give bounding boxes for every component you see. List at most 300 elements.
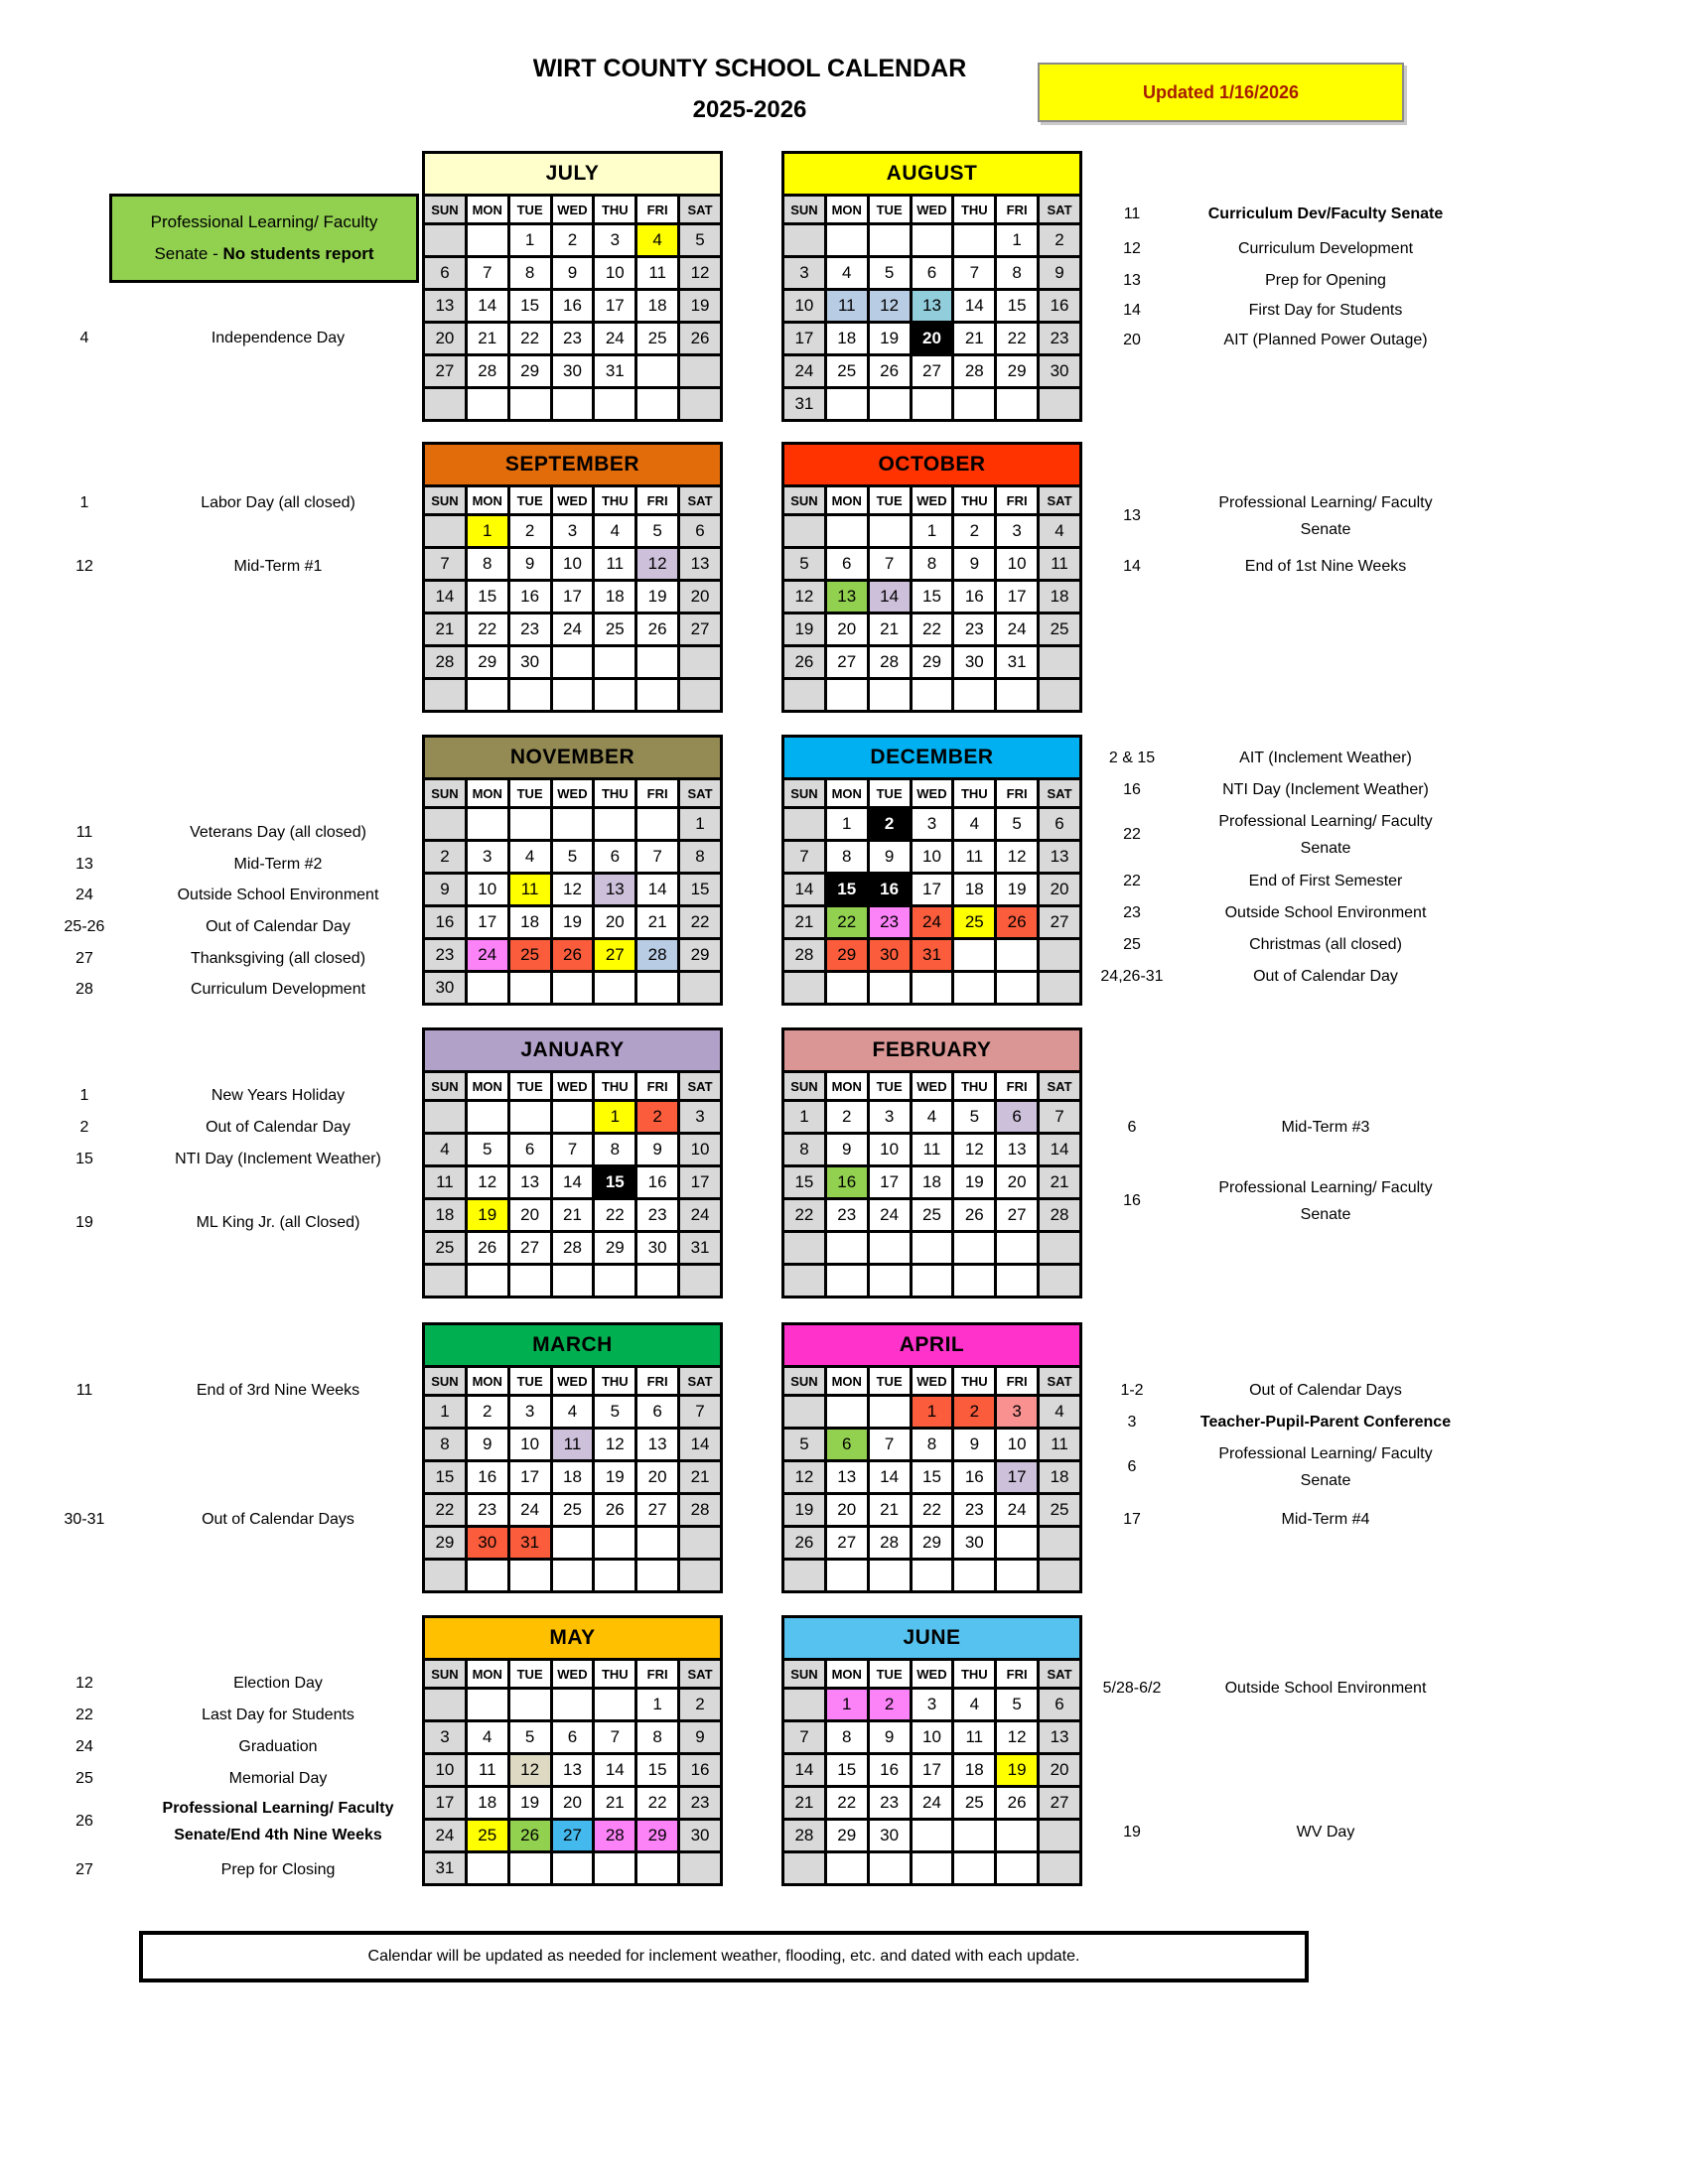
day-cell: 28 [679, 1494, 722, 1527]
day-cell [1039, 679, 1081, 712]
day-cell [679, 355, 722, 388]
day-cell: 26 [508, 1820, 551, 1852]
annotation-label [129, 1506, 427, 1533]
day-cell: 31 [424, 1852, 467, 1885]
day-cell: 26 [636, 614, 679, 646]
annotation-label [129, 1856, 427, 1883]
day-cell: 2 [551, 224, 594, 257]
day-cell: 3 [466, 841, 508, 874]
calendar-january [422, 1027, 723, 1298]
day-cell: 30 [424, 972, 467, 1005]
day-header: TUE [868, 486, 911, 515]
day-cell: 16 [868, 1754, 911, 1787]
day-cell: 7 [551, 1134, 594, 1166]
day-cell: 29 [911, 1527, 953, 1560]
day-cell [868, 1232, 911, 1265]
day-cell: 25 [508, 939, 551, 972]
day-cell: 19 [466, 1199, 508, 1232]
day-cell: 16 [636, 1166, 679, 1199]
annotation-label-line: Curriculum Dev/Faculty Senate [1207, 205, 1444, 222]
annotation-label-line: Thanksgiving (all closed) [190, 950, 366, 967]
day-cell: 7 [636, 841, 679, 874]
day-cell: 12 [636, 548, 679, 581]
day-cell: 3 [996, 1396, 1039, 1429]
day-header: FRI [636, 1660, 679, 1689]
day-cell: 5 [783, 1429, 826, 1461]
day-cell: 6 [825, 548, 868, 581]
annotation-day: 14 [1123, 557, 1141, 575]
day-cell: 20 [679, 581, 722, 614]
day-cell [868, 1852, 911, 1885]
annotation-day: 1 [79, 493, 89, 511]
annotation-day: 6 [1127, 1118, 1137, 1136]
annotation-left [40, 1733, 427, 1760]
day-header: SAT [1039, 486, 1081, 515]
day-cell: 18 [508, 906, 551, 939]
day-cell: 25 [911, 1199, 953, 1232]
day-cell: 14 [466, 290, 508, 323]
callout-line1: Professional Learning/ Faculty [150, 211, 378, 231]
annotation-day: 17 [1123, 1510, 1141, 1528]
day-cell [868, 388, 911, 421]
day-cell: 15 [825, 874, 868, 906]
day-cell: 31 [679, 1232, 722, 1265]
day-cell: 11 [1039, 1429, 1081, 1461]
annotation-label [1177, 745, 1475, 771]
day-cell: 24 [551, 614, 594, 646]
annotation-day: 1 [79, 1086, 89, 1104]
annotation-label [1177, 1174, 1475, 1228]
annotation-day: 11 [75, 1381, 93, 1399]
annotation-left [40, 1377, 427, 1404]
day-cell: 25 [424, 1232, 467, 1265]
day-header: SUN [783, 486, 826, 515]
annotation-left [40, 1506, 427, 1533]
day-cell: 16 [868, 874, 911, 906]
day-cell: 15 [996, 290, 1039, 323]
day-cell [783, 679, 826, 712]
day-cell [953, 1852, 996, 1885]
day-cell: 25 [953, 1787, 996, 1820]
annotation-day: 20 [1123, 331, 1141, 348]
annotation-label [1177, 297, 1475, 324]
annotation-label [129, 1082, 427, 1109]
day-cell [466, 808, 508, 841]
day-cell [911, 1852, 953, 1885]
day-cell: 11 [1039, 548, 1081, 581]
day-header: FRI [996, 196, 1039, 224]
annotation-label [1177, 235, 1475, 262]
day-cell [825, 1560, 868, 1592]
day-cell: 10 [594, 257, 636, 290]
annotation-label [1177, 489, 1475, 543]
day-cell: 21 [679, 1461, 722, 1494]
annotation-day: 22 [1123, 826, 1141, 843]
annotation-right [1087, 297, 1475, 324]
annotation-label-line: Senate [1300, 840, 1351, 857]
annotation-label [129, 553, 427, 580]
annotation-label-line: Senate/End 4th Nine Weeks [174, 1827, 382, 1843]
day-cell: 5 [508, 1721, 551, 1754]
month-row-3 [0, 735, 1688, 1027]
day-cell: 18 [825, 323, 868, 355]
day-cell [594, 679, 636, 712]
day-cell [996, 1527, 1039, 1560]
day-header: WED [911, 1367, 953, 1396]
day-cell: 29 [679, 939, 722, 972]
annotation-label [129, 1146, 427, 1172]
day-cell: 18 [466, 1787, 508, 1820]
day-cell: 11 [953, 1721, 996, 1754]
day-cell: 13 [1039, 1721, 1081, 1754]
day-cell [1039, 1527, 1081, 1560]
day-cell: 8 [911, 1429, 953, 1461]
day-cell [953, 679, 996, 712]
day-header: TUE [508, 1367, 551, 1396]
annotation-left [40, 1795, 427, 1848]
day-cell: 22 [911, 1494, 953, 1527]
day-cell: 31 [996, 646, 1039, 679]
day-cell: 14 [868, 1461, 911, 1494]
day-header: WED [551, 779, 594, 808]
day-cell [911, 388, 953, 421]
day-header: THU [953, 1072, 996, 1101]
annotation-day: 2 [79, 1118, 89, 1136]
day-cell: 30 [953, 1527, 996, 1560]
day-cell [679, 646, 722, 679]
day-header: SUN [424, 1660, 467, 1689]
annotation-right [1087, 868, 1475, 894]
day-cell [636, 1852, 679, 1885]
annotation-day: 24,26-31 [1100, 967, 1164, 985]
day-cell: 27 [679, 614, 722, 646]
day-header: SAT [1039, 196, 1081, 224]
day-cell: 11 [953, 841, 996, 874]
day-cell: 10 [551, 548, 594, 581]
day-cell [594, 388, 636, 421]
day-cell [508, 808, 551, 841]
annotation-label [129, 819, 427, 846]
day-cell: 1 [783, 1101, 826, 1134]
day-cell [424, 679, 467, 712]
day-header: TUE [508, 1072, 551, 1101]
day-cell: 24 [594, 323, 636, 355]
day-cell: 12 [679, 257, 722, 290]
day-cell: 10 [868, 1134, 911, 1166]
annotation-day: 16 [1123, 780, 1141, 798]
day-cell [996, 972, 1039, 1005]
day-cell: 15 [508, 290, 551, 323]
day-cell [825, 1232, 868, 1265]
annotation-label-line: Professional Learning/ Faculty [1218, 494, 1433, 511]
day-cell: 1 [679, 808, 722, 841]
annotation-left [40, 976, 427, 1003]
annotation-label [1177, 931, 1475, 958]
day-cell: 7 [1039, 1101, 1081, 1134]
day-cell: 5 [679, 224, 722, 257]
annotation-right [1087, 327, 1475, 353]
day-cell [424, 1265, 467, 1297]
day-cell: 15 [424, 1461, 467, 1494]
day-cell: 14 [679, 1429, 722, 1461]
day-header: FRI [996, 1367, 1039, 1396]
day-cell: 9 [953, 548, 996, 581]
month-title: AUGUST [783, 153, 1081, 196]
day-cell: 1 [825, 1689, 868, 1721]
day-cell: 21 [636, 906, 679, 939]
day-cell [953, 388, 996, 421]
day-cell: 17 [424, 1787, 467, 1820]
annotation-label-line: Memorial Day [228, 1770, 328, 1787]
day-cell: 29 [594, 1232, 636, 1265]
day-cell: 4 [1039, 515, 1081, 548]
day-header: MON [825, 196, 868, 224]
annotation-day: 1-2 [1120, 1381, 1144, 1399]
day-cell [1039, 939, 1081, 972]
day-cell: 1 [911, 515, 953, 548]
annotation-label [1177, 1377, 1475, 1404]
day-cell: 13 [551, 1754, 594, 1787]
day-cell: 27 [825, 646, 868, 679]
annotation-left [40, 325, 427, 351]
day-cell [679, 972, 722, 1005]
annotation-label-line: Senate [1300, 1206, 1351, 1223]
annotation-day: 2 & 15 [1108, 749, 1156, 766]
day-cell: 2 [953, 515, 996, 548]
day-cell: 17 [551, 581, 594, 614]
day-cell: 26 [783, 646, 826, 679]
day-cell: 23 [825, 1199, 868, 1232]
annotation-label-line: Teacher-Pupil-Parent Conference [1199, 1414, 1452, 1431]
footer-note [139, 1931, 1309, 1982]
day-header: MON [466, 196, 508, 224]
day-cell: 7 [466, 257, 508, 290]
day-cell: 11 [466, 1754, 508, 1787]
day-cell: 3 [508, 1396, 551, 1429]
day-cell [868, 1396, 911, 1429]
annotation-day: 3 [1127, 1413, 1137, 1431]
day-header: SUN [783, 1367, 826, 1396]
day-cell [996, 388, 1039, 421]
day-cell: 9 [636, 1134, 679, 1166]
day-cell: 16 [953, 1461, 996, 1494]
annotation-day: 25-26 [64, 917, 105, 935]
annotation-label-line: Mid-Term #1 [233, 558, 323, 575]
day-cell: 15 [825, 1754, 868, 1787]
day-cell: 10 [424, 1754, 467, 1787]
day-cell: 16 [508, 581, 551, 614]
day-cell [551, 972, 594, 1005]
day-cell: 8 [636, 1721, 679, 1754]
day-header: SUN [424, 779, 467, 808]
day-cell: 13 [1039, 841, 1081, 874]
day-cell: 31 [911, 939, 953, 972]
day-header: MON [825, 1072, 868, 1101]
day-cell: 21 [424, 614, 467, 646]
month-title: MAY [424, 1617, 722, 1660]
day-cell: 2 [466, 1396, 508, 1429]
day-cell [424, 808, 467, 841]
day-cell: 30 [1039, 355, 1081, 388]
day-cell: 16 [679, 1754, 722, 1787]
calendar-october [781, 442, 1082, 713]
annotation-day: 12 [75, 1674, 93, 1692]
day-cell: 3 [868, 1101, 911, 1134]
day-cell: 16 [1039, 290, 1081, 323]
day-cell [594, 808, 636, 841]
annotation-label-line: Mid-Term #2 [233, 856, 323, 873]
day-cell: 23 [466, 1494, 508, 1527]
day-cell: 17 [783, 323, 826, 355]
day-header: WED [911, 1660, 953, 1689]
month-row-6 [0, 1615, 1688, 1908]
day-cell [825, 515, 868, 548]
day-header: SAT [1039, 1367, 1081, 1396]
day-cell: 23 [636, 1199, 679, 1232]
day-cell [953, 1232, 996, 1265]
day-cell [508, 1560, 551, 1592]
day-cell: 10 [679, 1134, 722, 1166]
day-cell: 26 [953, 1199, 996, 1232]
day-cell: 28 [868, 646, 911, 679]
day-cell: 4 [825, 257, 868, 290]
day-cell [783, 1232, 826, 1265]
day-cell [911, 224, 953, 257]
day-cell: 11 [594, 548, 636, 581]
day-header: WED [551, 1660, 594, 1689]
day-cell: 6 [825, 1429, 868, 1461]
day-header: FRI [996, 1660, 1039, 1689]
day-header: TUE [508, 779, 551, 808]
day-cell: 21 [594, 1787, 636, 1820]
annotation-label-line: Curriculum Development [1237, 240, 1414, 257]
day-cell: 17 [996, 581, 1039, 614]
annotation-right [1087, 553, 1475, 580]
day-cell [636, 646, 679, 679]
annotation-day: 30-31 [64, 1510, 105, 1528]
annotation-label-line: Out of Calendar Day [206, 1119, 351, 1136]
day-cell: 23 [508, 614, 551, 646]
annotation-label [1177, 1440, 1475, 1494]
day-cell: 27 [825, 1527, 868, 1560]
annotation-label-line: Prep for Closing [220, 1861, 336, 1878]
day-header: WED [911, 486, 953, 515]
day-cell [466, 388, 508, 421]
day-cell [424, 1101, 467, 1134]
annotation-label-line: AIT (Inclement Weather) [1239, 750, 1412, 766]
day-cell: 20 [996, 1166, 1039, 1199]
day-cell: 17 [508, 1461, 551, 1494]
annotation-label-line: Graduation [238, 1738, 318, 1755]
day-cell: 28 [594, 1820, 636, 1852]
day-cell: 19 [594, 1461, 636, 1494]
day-cell: 5 [551, 841, 594, 874]
annotation-day: 19 [1123, 1823, 1141, 1841]
day-cell [636, 808, 679, 841]
day-cell: 20 [636, 1461, 679, 1494]
annotation-label-line: End of 3rd Nine Weeks [196, 1382, 360, 1399]
day-header: FRI [636, 1367, 679, 1396]
annotation-left [40, 1114, 427, 1141]
day-header: MON [825, 486, 868, 515]
day-cell [679, 1560, 722, 1592]
annotation-label [129, 882, 427, 908]
annotation-label [129, 851, 427, 878]
calendar-december [781, 735, 1082, 1006]
day-cell [551, 1527, 594, 1560]
day-cell [911, 972, 953, 1005]
day-header: TUE [508, 1660, 551, 1689]
annotation-right [1087, 808, 1475, 862]
annotation-right [1087, 1174, 1475, 1228]
annotation-day: 13 [75, 855, 93, 873]
day-cell: 4 [636, 224, 679, 257]
day-cell: 17 [911, 1754, 953, 1787]
day-header: MON [466, 486, 508, 515]
day-cell [594, 1265, 636, 1297]
day-cell [508, 1689, 551, 1721]
day-cell: 31 [508, 1527, 551, 1560]
day-cell: 12 [783, 1461, 826, 1494]
day-cell [679, 1852, 722, 1885]
day-cell: 31 [783, 388, 826, 421]
day-cell: 12 [783, 581, 826, 614]
month-title: JANUARY [424, 1029, 722, 1072]
day-cell: 22 [911, 614, 953, 646]
day-cell: 16 [424, 906, 467, 939]
day-cell: 18 [953, 874, 996, 906]
annotation-label-line: Senate [1300, 521, 1351, 538]
annotation-left [40, 945, 427, 972]
day-cell: 9 [679, 1721, 722, 1754]
callout-line2-bold: No students report [222, 244, 374, 263]
day-cell [594, 972, 636, 1005]
day-cell: 6 [424, 257, 467, 290]
day-cell [825, 1852, 868, 1885]
day-header: SUN [424, 1072, 467, 1101]
day-header: SAT [679, 1072, 722, 1101]
annotation-label [129, 945, 427, 972]
annotation-label [1177, 808, 1475, 862]
day-cell: 2 [679, 1689, 722, 1721]
annotation-label [129, 976, 427, 1003]
day-cell [825, 388, 868, 421]
day-cell: 26 [551, 939, 594, 972]
day-cell: 13 [679, 548, 722, 581]
day-cell: 23 [953, 614, 996, 646]
day-cell: 1 [996, 224, 1039, 257]
day-cell: 10 [996, 548, 1039, 581]
day-cell [551, 679, 594, 712]
annotation-label [1177, 899, 1475, 926]
day-header: TUE [868, 779, 911, 808]
day-header: MON [466, 779, 508, 808]
day-cell: 8 [911, 548, 953, 581]
calendar-may [422, 1615, 723, 1886]
day-cell: 25 [953, 906, 996, 939]
day-cell: 22 [996, 323, 1039, 355]
day-cell: 5 [868, 257, 911, 290]
annotation-right [1087, 1819, 1475, 1845]
day-cell: 26 [996, 1787, 1039, 1820]
day-cell: 11 [551, 1429, 594, 1461]
day-cell [868, 972, 911, 1005]
day-cell: 15 [466, 581, 508, 614]
day-cell: 28 [551, 1232, 594, 1265]
annotation-day: 24 [75, 1737, 93, 1755]
day-header: THU [953, 486, 996, 515]
month-row-1 [0, 151, 1688, 444]
